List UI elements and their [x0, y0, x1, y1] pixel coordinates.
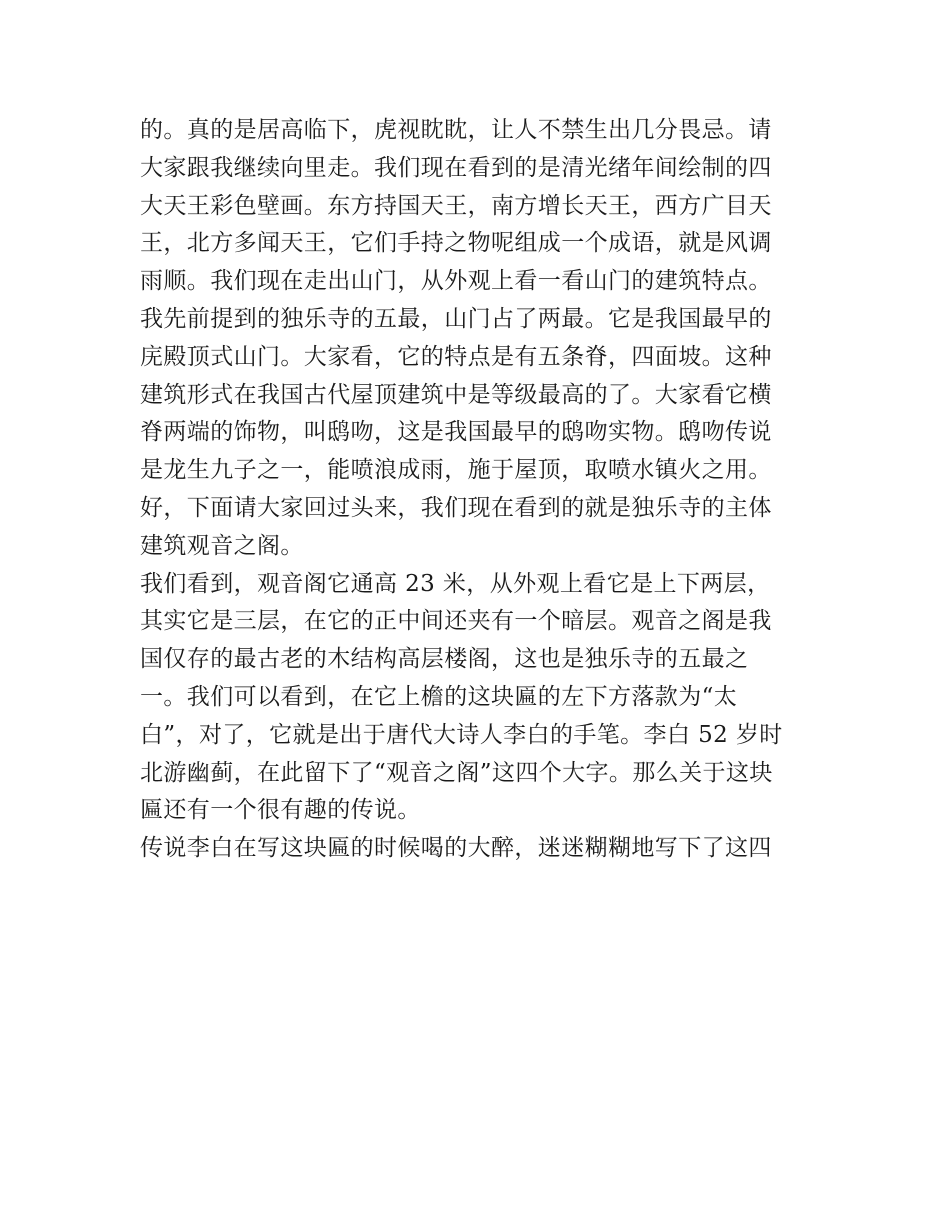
body-text: [140, 112, 820, 868]
text-line: 王，北方多闻天王，它们手持之物呢组成一个成语，就是风调: [140, 230, 772, 257]
text-line: 国仅存的最古老的木结构高层楼阁，这也是独乐寺的五最之: [140, 646, 749, 673]
text-line: 北游幽蓟，在此留下了“观音之阁”这四个大字。那么关于这块: [140, 759, 773, 786]
text-line: 其实它是三层，在它的正中间还夹有一个暗层。观音之阁是我: [140, 608, 772, 635]
text-line: 的。真的是居高临下，虎视眈眈，让人不禁生出几分畏忌。请: [140, 117, 772, 143]
text-line: 匾还有一个很有趣的传说。: [140, 797, 421, 824]
text-line: 雨顺。我们现在走出山门，从外观上看一看山门的建筑特点。: [140, 268, 772, 295]
text-line: 是龙生九子之一，能喷浪成雨，施于屋顶，取喷水镇火之用。: [140, 457, 772, 484]
text-line: 建筑观音之阁。: [140, 532, 304, 559]
text-line: 庑殿顶式山门。大家看，它的特点是有五条脊，四面坡。这种: [140, 343, 772, 370]
text-line: 脊两端的饰物，叫鸱吻，这是我国最早的鸱吻实物。鸱吻传说: [140, 419, 772, 446]
text-line: 建筑形式在我国古代屋顶建筑中是等级最高的了。大家看它横: [140, 381, 772, 408]
text-line: 一。我们可以看到，在它上檐的这块匾的左下方落款为“太: [140, 683, 738, 710]
text-line: 好，下面请大家回过头来，我们现在看到的就是独乐寺的主体: [140, 494, 772, 521]
text-line: 白”，对了，它就是出于唐代大诗人李白的手笔。李白 52 岁时: [140, 721, 783, 748]
text-line: 我先前提到的独乐寺的五最，山门占了两最。它是我国最早的: [140, 305, 772, 332]
text-line: 我们看到，观音阁它通高 23 米，从外观上看它是上下两层，: [140, 570, 771, 597]
text-line: 传说李白在写这块匾的时候喝的大醉，迷迷糊糊地写下了这四: [140, 835, 772, 862]
text-line: 大家跟我继续向里走。我们现在看到的是清光绪年间绘制的四: [140, 154, 772, 181]
text-line: 大天王彩色壁画。东方持国天王，南方增长天王，西方广目天: [140, 192, 772, 219]
